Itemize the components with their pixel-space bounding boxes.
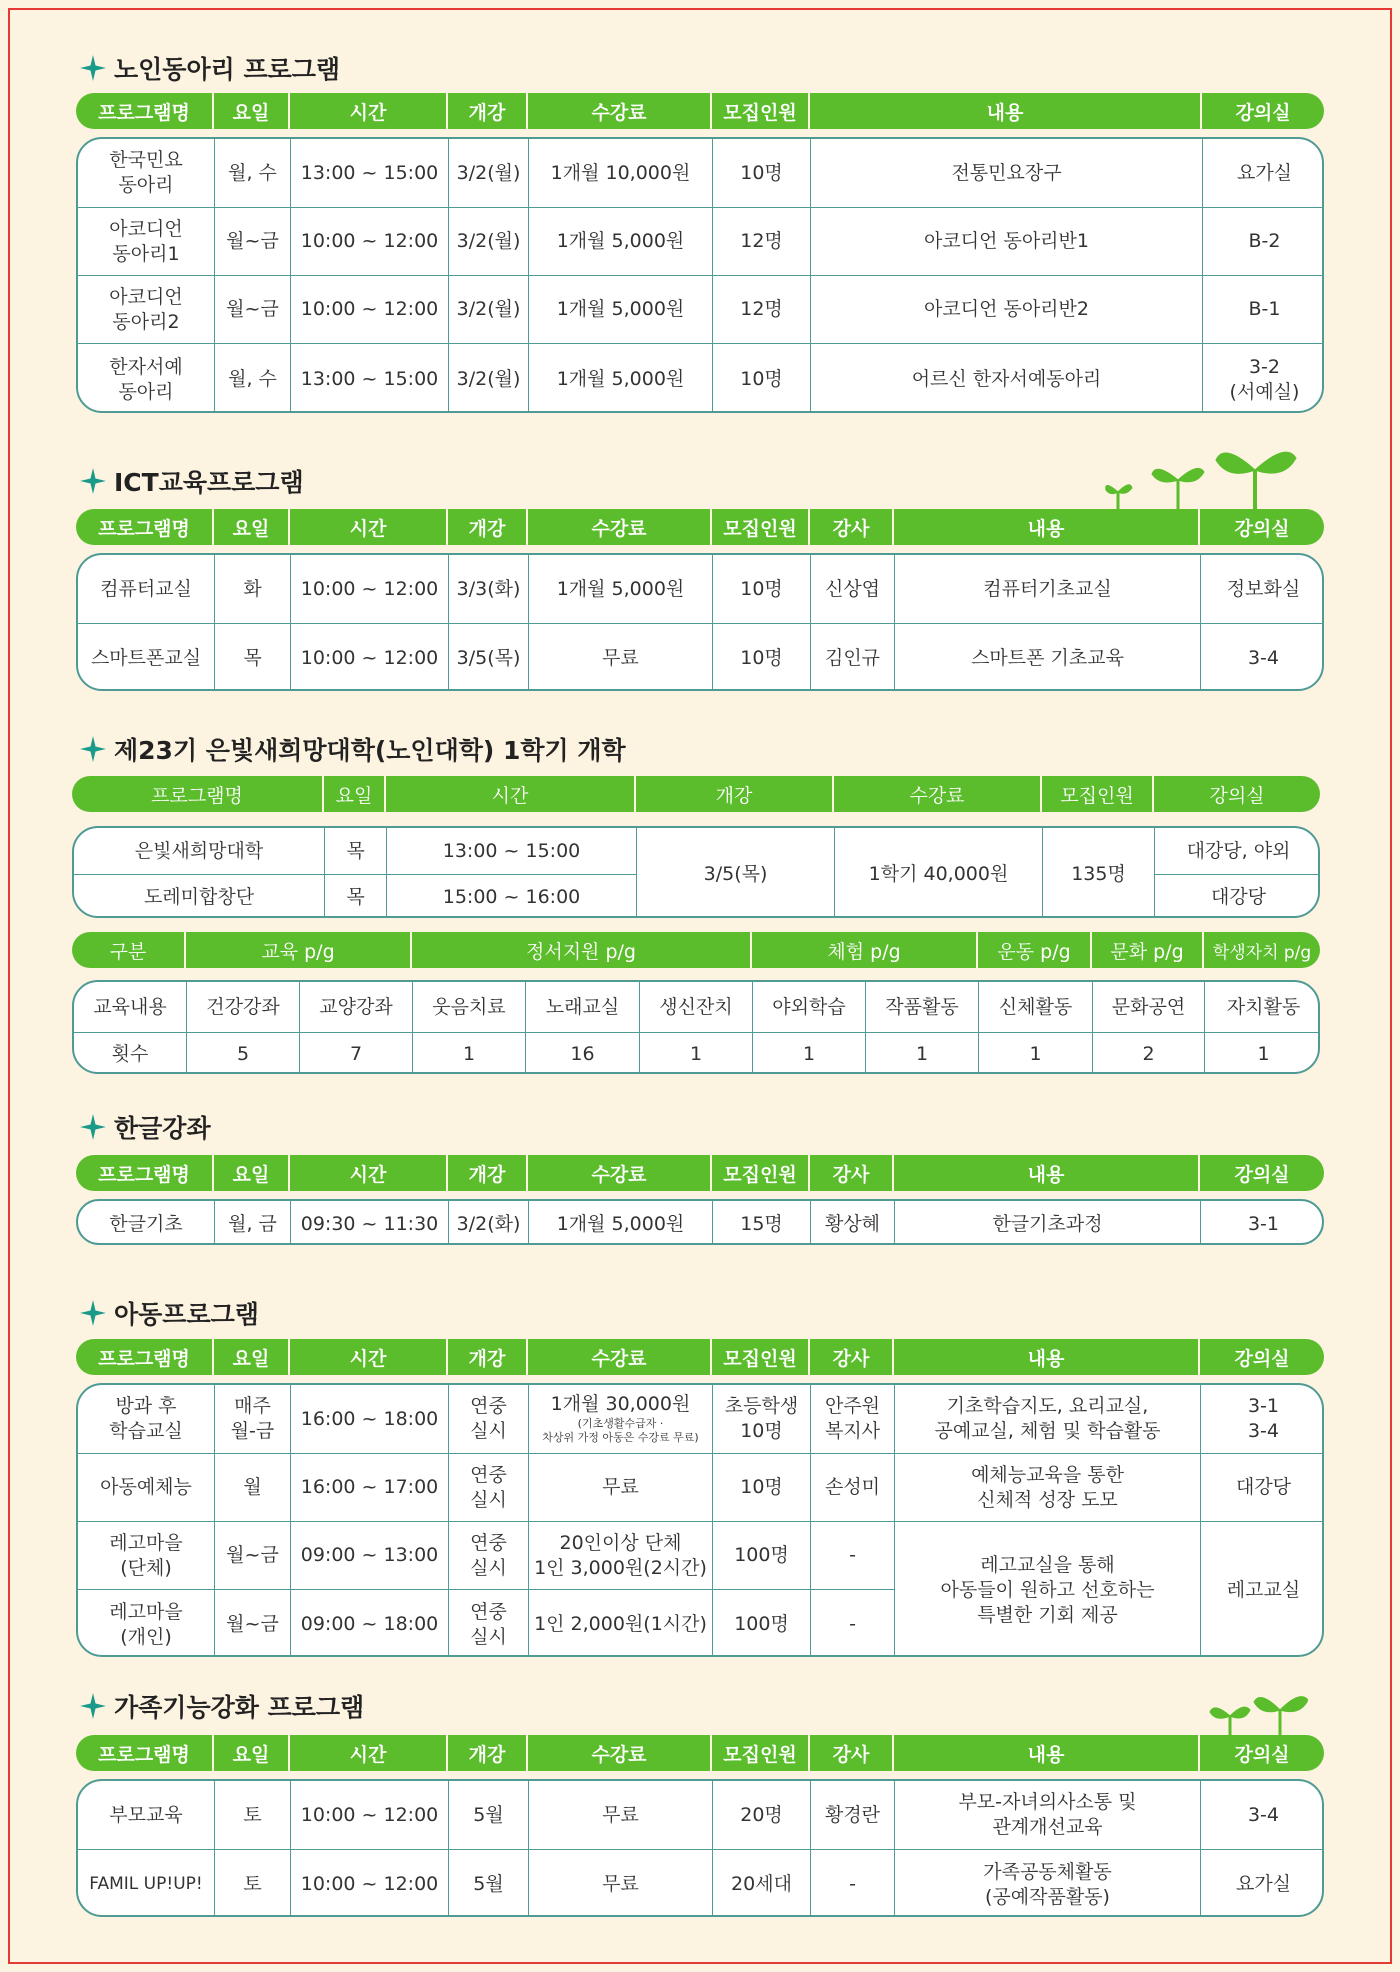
table-cell: 월~금 xyxy=(214,1521,290,1589)
table-cell: 3/2(월) xyxy=(448,343,528,413)
col-fee: 수강료 xyxy=(832,776,1040,812)
col-room: 강의실 xyxy=(1152,776,1320,812)
table-cell: 한국민요 동아리 xyxy=(109,149,183,196)
table-cell: 09:00 ~ 18:00 xyxy=(290,1589,448,1657)
table-cell: 아코디언 동아리2 xyxy=(78,275,214,343)
table-cell: 10명 xyxy=(712,623,810,691)
col-room: 강의실 xyxy=(1198,1339,1324,1375)
table-cell: 10:00 ~ 12:00 xyxy=(290,275,448,343)
fee-note: (기초생활수급자 · 차상위 가정 아동은 수강료 무료) xyxy=(542,1417,699,1445)
table-cell: 황경란 xyxy=(810,1781,894,1849)
table-cell: 웃음치료 xyxy=(412,982,525,1032)
table-cell: 연중 실시 xyxy=(448,1453,528,1521)
table-cell: 13:00 ~ 15:00 xyxy=(290,343,448,413)
table-cell: 1 xyxy=(1204,1032,1320,1074)
table-cell: 어르신 한자서예동아리 xyxy=(810,343,1202,413)
table-cell: 교양강좌 xyxy=(299,982,412,1032)
col-content: 내용 xyxy=(892,509,1198,545)
sparkle-icon xyxy=(80,55,106,81)
table-cell-merged: 1학기 40,000원 xyxy=(834,828,1042,918)
table-cell: 10:00 ~ 12:00 xyxy=(290,623,448,691)
col-room: 강의실 xyxy=(1198,1155,1324,1191)
table-cell: 7 xyxy=(299,1032,412,1074)
table-cell: 월~금 xyxy=(214,1589,290,1657)
table-cell: 황상혜 xyxy=(810,1201,894,1245)
table-cell: B-1 xyxy=(1202,275,1324,343)
table-cell: 아코디언 동아리1 xyxy=(78,207,214,275)
table-cell: 100명 xyxy=(712,1589,810,1657)
col-program: 프로그램명 xyxy=(98,1163,190,1186)
table-cell-merged: 레고교실을 통해 아동들이 원하고 선호하는 특별한 기회 제공 xyxy=(894,1521,1200,1657)
table-cell: 부모-자녀의사소통 및 관계개선교육 xyxy=(894,1781,1200,1849)
table-cell-merged: 레고교실 xyxy=(1200,1521,1324,1657)
table-cell: 월, 수 xyxy=(214,139,290,207)
table-cell: 은빛새희망대학 xyxy=(134,839,264,862)
table-cell: FAMIL UP!UP! xyxy=(78,1849,214,1917)
table-cell: 매주 월-금 xyxy=(214,1385,290,1453)
col-fee: 수강료 xyxy=(526,1735,710,1771)
table-body-hangul xyxy=(76,1199,1324,1245)
table-cell: 3/2(화) xyxy=(448,1201,528,1245)
table-cell: 15명 xyxy=(712,1201,810,1245)
table-cell-merged: 135명 xyxy=(1042,828,1154,918)
section-title-senior-club: 노인동아리 프로그램 xyxy=(80,49,340,87)
col-room: 강의실 xyxy=(1200,93,1324,129)
table-cell: 연중 실시 xyxy=(448,1589,528,1657)
sparkle-icon xyxy=(80,736,106,762)
table-cell: 20명 xyxy=(712,1781,810,1849)
table-header-family xyxy=(76,1735,1324,1771)
table-cell: 요가실 xyxy=(1200,1849,1324,1917)
table-cell: 10:00 ~ 12:00 xyxy=(290,207,448,275)
table-cell: 손성미 xyxy=(810,1453,894,1521)
section-title-ict: ICT교육프로그램 xyxy=(80,462,304,500)
table-header-hangul xyxy=(76,1155,1324,1191)
fee-main: 1개월 30,000원 xyxy=(550,1393,691,1416)
table-cell: 초등학생 10명 xyxy=(712,1385,810,1453)
table-body-senior-club xyxy=(76,137,1324,413)
col-program: 프로그램명 xyxy=(98,1347,190,1370)
col-time: 시간 xyxy=(288,1339,446,1375)
table-cell: 월~금 xyxy=(214,207,290,275)
table-cell: 화 xyxy=(214,555,290,623)
col-fee: 수강료 xyxy=(526,1339,710,1375)
col-time: 시간 xyxy=(288,93,446,129)
col-room: 강의실 xyxy=(1198,1735,1324,1771)
table-cell: 12명 xyxy=(712,275,810,343)
section-title-university: 제23기 은빛새희망대학(노인대학) 1학기 개학 xyxy=(80,730,626,768)
sparkle-icon xyxy=(80,468,106,494)
col-open: 개강 xyxy=(446,93,526,129)
col-category: 구분 xyxy=(109,940,147,963)
table-cell: 3-4 xyxy=(1200,623,1324,691)
table-cell: 교육내용 xyxy=(93,995,167,1018)
col-capacity: 모집인원 xyxy=(710,509,808,545)
table-cell: 5월 xyxy=(448,1781,528,1849)
table-cell-fee xyxy=(528,1385,712,1453)
table-cell: 13:00 ~ 15:00 xyxy=(386,828,636,874)
table-body-pg xyxy=(72,980,1320,1074)
col-time: 시간 xyxy=(288,1155,446,1191)
table-cell: - xyxy=(810,1521,894,1589)
col-exercise: 운동 p/g xyxy=(976,932,1090,968)
table-cell: 신상엽 xyxy=(810,555,894,623)
table-cell: 무료 xyxy=(528,623,712,691)
table-cell: 09:00 ~ 13:00 xyxy=(290,1521,448,1589)
col-open: 개강 xyxy=(446,1339,526,1375)
table-body-ict xyxy=(76,553,1324,691)
table-cell: 3/2(월) xyxy=(448,275,528,343)
table-cell: 대강당, 야외 xyxy=(1154,828,1320,874)
col-fee: 수강료 xyxy=(526,509,710,545)
table-cell: 토 xyxy=(214,1849,290,1917)
table-cell: 기초학습지도, 요리교실, 공예교실, 체험 및 학습활동 xyxy=(894,1385,1200,1453)
col-day: 요일 xyxy=(212,1735,288,1771)
col-time: 시간 xyxy=(288,509,446,545)
col-program: 프로그램명 xyxy=(98,517,190,540)
col-open: 개강 xyxy=(446,1155,526,1191)
table-cell: 1개월 10,000원 xyxy=(528,139,712,207)
table-cell: 무료 xyxy=(528,1453,712,1521)
table-cell: 1 xyxy=(412,1032,525,1074)
table-cell: 연중 실시 xyxy=(448,1521,528,1589)
table-cell: 부모교육 xyxy=(109,1803,183,1826)
col-room: 강의실 xyxy=(1198,509,1324,545)
table-body-family xyxy=(76,1779,1324,1917)
table-cell: 3/2(월) xyxy=(448,207,528,275)
col-capacity: 모집인원 xyxy=(710,1339,808,1375)
table-cell: 무료 xyxy=(528,1849,712,1917)
col-teacher: 강사 xyxy=(808,1155,892,1191)
table-cell: 전통민요장구 xyxy=(810,139,1202,207)
table-body-university xyxy=(72,826,1320,918)
table-cell: 월 xyxy=(214,1453,290,1521)
table-cell: 5 xyxy=(186,1032,299,1074)
table-cell: 목 xyxy=(214,623,290,691)
col-time: 시간 xyxy=(384,776,634,812)
col-content: 내용 xyxy=(892,1735,1198,1771)
table-cell: 20세대 xyxy=(712,1849,810,1917)
table-cell: 16:00 ~ 17:00 xyxy=(290,1453,448,1521)
table-cell: 횟수 xyxy=(74,1032,186,1074)
table-cell: 자치활동 xyxy=(1204,982,1320,1032)
table-cell: 16 xyxy=(525,1032,639,1074)
table-cell: 월, 수 xyxy=(214,343,290,413)
table-cell: 3-2 (서예실) xyxy=(1202,343,1324,413)
col-content: 내용 xyxy=(808,93,1200,129)
col-open: 개강 xyxy=(446,1735,526,1771)
sparkle-icon xyxy=(80,1693,106,1719)
col-experience: 체험 p/g xyxy=(750,932,976,968)
table-cell: 3/3(화) xyxy=(448,555,528,623)
col-open: 개강 xyxy=(634,776,832,812)
table-cell: 3-4 xyxy=(1200,1781,1324,1849)
table-cell: 정보화실 xyxy=(1200,555,1324,623)
table-cell: 토 xyxy=(214,1781,290,1849)
col-student: 학생자치 p/g xyxy=(1202,932,1320,968)
table-cell: 16:00 ~ 18:00 xyxy=(290,1385,448,1453)
table-cell: 13:00 ~ 15:00 xyxy=(290,139,448,207)
table-cell: 컴퓨터교실 xyxy=(100,577,192,600)
table-cell: 목 xyxy=(324,828,386,874)
col-capacity: 모집인원 xyxy=(710,1735,808,1771)
table-header-university xyxy=(72,776,1320,812)
table-cell: 대강당 xyxy=(1154,874,1320,918)
col-content: 내용 xyxy=(892,1339,1198,1375)
table-header-ict xyxy=(76,509,1324,545)
table-cell: 3-1 3-4 xyxy=(1200,1385,1324,1453)
col-program: 프로그램명 xyxy=(98,1743,190,1766)
table-cell: 12명 xyxy=(712,207,810,275)
table-cell: B-2 xyxy=(1202,207,1324,275)
col-fee: 수강료 xyxy=(526,93,710,129)
table-cell: 1 xyxy=(639,1032,752,1074)
col-content: 내용 xyxy=(892,1155,1198,1191)
table-cell: 생신잔치 xyxy=(639,982,752,1032)
table-cell: - xyxy=(810,1849,894,1917)
col-time: 시간 xyxy=(288,1735,446,1771)
table-cell: 신체활동 xyxy=(978,982,1092,1032)
table-cell: 100명 xyxy=(712,1521,810,1589)
sparkle-icon xyxy=(80,1114,106,1140)
table-cell: 10:00 ~ 12:00 xyxy=(290,1849,448,1917)
col-culture: 문화 p/g xyxy=(1090,932,1202,968)
col-capacity: 모집인원 xyxy=(710,93,808,129)
col-teacher: 강사 xyxy=(808,509,892,545)
table-cell: 한글기초 xyxy=(109,1212,183,1235)
col-day: 요일 xyxy=(322,776,384,812)
table-cell: 3-1 xyxy=(1200,1201,1324,1245)
sparkle-icon xyxy=(80,1300,106,1326)
table-cell: 문화공연 xyxy=(1092,982,1204,1032)
table-cell: 2 xyxy=(1092,1032,1204,1074)
table-cell: 가족공동체활동 (공예작품활동) xyxy=(894,1849,1200,1917)
col-day: 요일 xyxy=(212,1155,288,1191)
table-cell: 컴퓨터기초교실 xyxy=(894,555,1200,623)
table-cell: 김인규 xyxy=(810,623,894,691)
table-cell: - xyxy=(810,1589,894,1657)
table-cell: 한자서예 동아리 xyxy=(78,343,214,413)
table-cell: 아동예체능 xyxy=(78,1453,214,1521)
table-cell: 작품활동 xyxy=(865,982,978,1032)
table-cell: 10명 xyxy=(712,343,810,413)
table-cell: 무료 xyxy=(528,1781,712,1849)
col-education: 교육 p/g xyxy=(184,932,410,968)
table-cell: 1 xyxy=(978,1032,1092,1074)
table-cell: 1개월 5,000원 xyxy=(528,207,712,275)
table-cell-merged: 3/5(목) xyxy=(636,828,834,918)
table-cell: 3/5(목) xyxy=(448,623,528,691)
table-body-children xyxy=(76,1383,1324,1657)
table-cell: 월~금 xyxy=(214,275,290,343)
table-cell: 1개월 5,000원 xyxy=(528,275,712,343)
col-program: 프로그램명 xyxy=(151,784,243,807)
table-cell: 아코디언 동아리반2 xyxy=(810,275,1202,343)
col-fee: 수강료 xyxy=(526,1155,710,1191)
table-cell: 아코디언 동아리반1 xyxy=(810,207,1202,275)
section-title-hangul: 한글강좌 xyxy=(80,1108,211,1146)
col-teacher: 강사 xyxy=(808,1339,892,1375)
table-cell: 10명 xyxy=(712,139,810,207)
section-title-family: 가족기능강화 프로그램 xyxy=(80,1687,364,1725)
table-cell: 1개월 5,000원 xyxy=(528,1201,712,1245)
table-cell: 1개월 5,000원 xyxy=(528,555,712,623)
sprout-decoration-icon xyxy=(1100,440,1300,512)
table-header-pg xyxy=(72,932,1320,968)
table-cell: 5월 xyxy=(448,1849,528,1917)
table-cell: 한글기초과정 xyxy=(894,1201,1200,1245)
col-day: 요일 xyxy=(212,509,288,545)
col-day: 요일 xyxy=(212,93,288,129)
sprout-decoration-icon xyxy=(1208,1690,1308,1738)
table-cell: 요가실 xyxy=(1202,139,1324,207)
table-cell: 방과 후 학습교실 xyxy=(109,1395,183,1442)
table-cell: 대강당 xyxy=(1200,1453,1324,1521)
col-program: 프로그램명 xyxy=(98,101,190,124)
table-cell: 스마트폰 기초교육 xyxy=(894,623,1200,691)
table-cell: 야외학습 xyxy=(752,982,865,1032)
col-open: 개강 xyxy=(446,509,526,545)
table-cell: 1개월 5,000원 xyxy=(528,343,712,413)
col-day: 요일 xyxy=(212,1339,288,1375)
section-title-children: 아동프로그램 xyxy=(80,1294,259,1332)
table-cell: 10:00 ~ 12:00 xyxy=(290,1781,448,1849)
table-cell: 건강강좌 xyxy=(186,982,299,1032)
table-cell: 도레미합창단 xyxy=(74,874,324,918)
table-cell: 월, 금 xyxy=(214,1201,290,1245)
col-teacher: 강사 xyxy=(808,1735,892,1771)
table-cell: 예체능교육을 통한 신체적 성장 도모 xyxy=(894,1453,1200,1521)
table-header-senior-club xyxy=(76,93,1324,129)
table-cell: 레고마을 (단체) xyxy=(78,1521,214,1589)
table-cell: 연중 실시 xyxy=(448,1385,528,1453)
table-cell: 10:00 ~ 12:00 xyxy=(290,555,448,623)
table-cell: 09:30 ~ 11:30 xyxy=(290,1201,448,1245)
table-cell: 1 xyxy=(752,1032,865,1074)
table-cell: 3/2(월) xyxy=(448,139,528,207)
col-emotional: 정서지원 p/g xyxy=(410,932,750,968)
table-cell: 레고마을 (개인) xyxy=(78,1589,214,1657)
table-header-children xyxy=(76,1339,1324,1375)
table-cell: 15:00 ~ 16:00 xyxy=(386,874,636,918)
table-cell: 목 xyxy=(324,874,386,918)
table-cell: 10명 xyxy=(712,555,810,623)
table-cell: 1인 2,000원(1시간) xyxy=(528,1589,712,1657)
table-cell: 안주원 복지사 xyxy=(810,1385,894,1453)
table-cell: 10명 xyxy=(712,1453,810,1521)
table-cell: 1 xyxy=(865,1032,978,1074)
table-cell: 20인이상 단체 1인 3,000원(2시간) xyxy=(528,1521,712,1589)
table-cell: 스마트폰교실 xyxy=(78,623,214,691)
table-cell: 노래교실 xyxy=(525,982,639,1032)
col-capacity: 모집인원 xyxy=(710,1155,808,1191)
col-capacity: 모집인원 xyxy=(1040,776,1152,812)
